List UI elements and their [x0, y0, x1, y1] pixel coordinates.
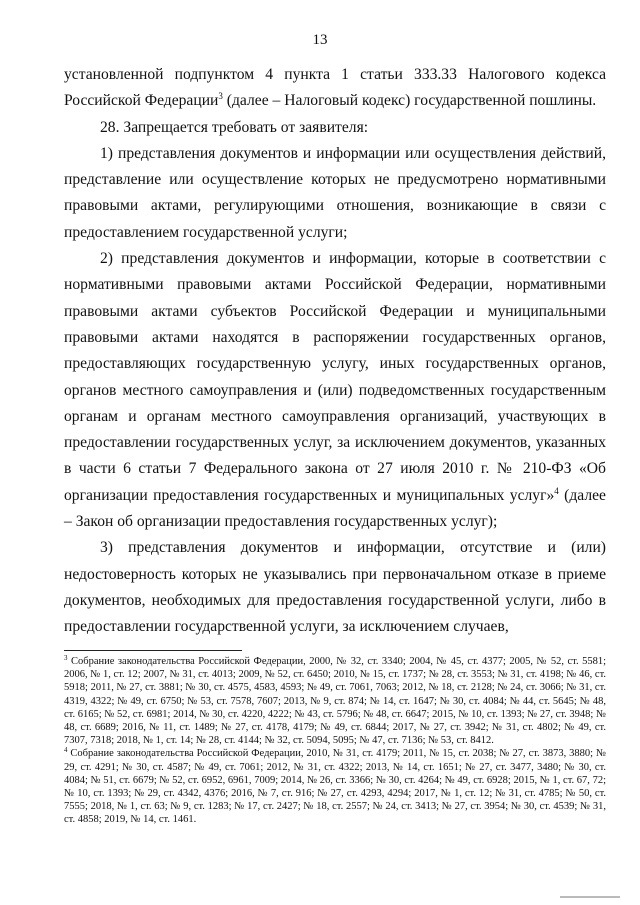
- document-body: [64, 62, 606, 641]
- footnote-ref-3: 3: [218, 91, 223, 102]
- paragraph-28-heading: 28. Запрещается требовать от заявителя:: [100, 118, 369, 136]
- paragraph-continuation: установленной подпунктом 4 пункта 1 статьи 333.33 Налогового кодекса Российской Федерации$^3$ (далее – Налоговый кодекс) государственной пошлины.: [64, 66, 606, 110]
- footnote-4: $^4$ Собрание законодательства Российской Федерации, 2010, № 31, ст. 4179; 2011, № 15, ст. 2038; № 27, ст. 3873, 3880; № 29, ст. 4291; № 30, ст. 4587; № 49, ст. 7061; 2012, № 31, ст. 4322; 2013, № 14, ст. 1651; № 27, ст. 3477, 3480; № 30, ст. 4084; № 51, ст. 6679; № 52, ст. 6952, 6961, 7009; 2014, № 26, ст. 3366; № 30, ст. 4264; № 49, ст. 6928; 2015, № 1, ст. 67, 72; № 10, ст. 1393; № 29, ст. 4342, 4376; 2016, № 7, ст. 916; № 27, ст. 4293, 4294; 2017, № 1, ст. 12; № 31, ст. 4785; № 50, ст. 7555; 2018, № 1, ст. 63; № 9, ст. 1283; № 17, ст. 2427; № 18, ст. 2557; № 24, ст. 3413; № 27, ст. 3954; № 30, ст. 4539; № 31, ст. 4858; 2019, № 14, ст. 1461.: [64, 746, 606, 826]
- list-item-3: 3) представления документов и информации, отсутствие и (или) недостоверность которых не указывались при первоначальном отказе в приеме документов, необходимых для предоставления государственной услуги, либо в предоставлении государственной услуги, за исключением случаев,: [64, 539, 606, 636]
- footnote-divider: [64, 650, 242, 651]
- footnote-ref-4: 4: [554, 485, 559, 496]
- footnotes-section: [64, 650, 606, 827]
- scan-artifact: [560, 896, 620, 898]
- list-item-1: 1) представления документов и информации или осуществления действий, представление или осуществление которых не предусмотрено нормативными правовыми актами, регулирующими отношения, возникающие в связи с предоставлением государственной услуги;: [64, 144, 606, 241]
- list-item-2: 2) представления документов и информации, которые в соответствии с нормативными правовыми актами Российской Федерации, нормативными правовыми актами субъектов Российской Федерации и муниципальными правовыми актами находятся в распоряжении государственных органов, предоставляющих государственную услугу, иных государственных органов, органов местного самоуправления и (или) подведомственных государственным органам и органам местного самоуправления организаций, участвующих в предоставлении государственных услуг, за исключением документов, указанных в части 6 статьи 7 Федерального закона от 27 июля 2010 г. № 210-ФЗ «Об организации предоставления государственных и муниципальных услуг»$^4$ (далее – Закон об организации предоставления государственных услуг);: [64, 250, 606, 531]
- footnote-3: $^3$ Собрание законодательства Российской Федерации, 2000, № 32, ст. 3340; 2004, № 45, ст. 4377; 2005, № 52, ст. 5581; 2006, № 1, ст. 12; 2007, № 31, ст. 4013; 2009, № 52, ст. 6450; 2010, № 15, ст. 1737; № 28, ст. 3553; № 31, ст. 4198; № 46, ст. 5918; 2011, № 27, ст. 3881; № 30, ст. 4575, 4583, 4593; № 49, ст. 7061, 7063; 2012, № 18, ст. 2128; № 24, ст. 3066; № 31, ст. 4319, 4322; № 49, ст. 6750; № 53, ст. 7578, 7607; 2013, № 9, ст. 874; № 14, ст. 1647; № 30, ст. 4084; № 44, ст. 5645; № 48, ст. 6165; № 52, ст. 6981; 2014, № 30, ст. 4220, 4222; № 43, ст. 5796; № 48, ст. 6647; 2015, № 10, ст. 1393; № 27, ст. 3948; № 48, ст. 6689; 2016, № 11, ст. 1489; № 27, ст. 4178, 4179; № 49, ст. 6844; 2017, № 27, ст. 3942; № 31, ст. 4802; № 49, ст. 7307, 7318; 2018, № 1, ст. 14; № 28, ст. 4144; № 32, ст. 5094, 5095; № 47, ст. 7136; № 53, ст. 8412.: [64, 654, 606, 747]
- page-number: 13: [312, 32, 328, 48]
